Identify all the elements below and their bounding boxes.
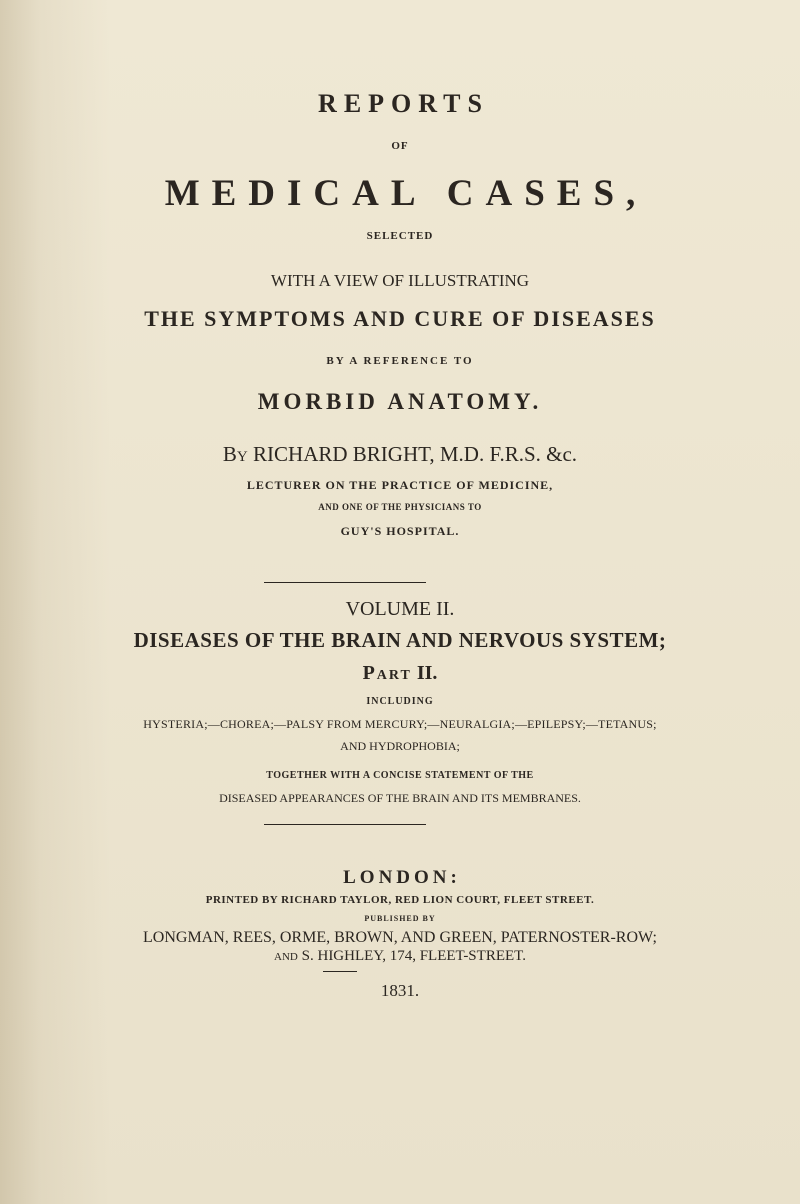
heading-medical-cases: MEDICAL CASES,: [164, 173, 648, 214]
author-name: RICHARD BRIGHT, M.D. F.R.S. &c.: [253, 442, 578, 466]
part-word: Part: [362, 662, 412, 684]
author-lecturer: LECTURER ON THE PRACTICE OF MEDICINE,: [246, 478, 554, 492]
subtitle-by-reference: BY A REFERENCE TO: [326, 355, 474, 367]
imprint-and: and: [274, 948, 298, 964]
subtitle-morbid-anatomy: MORBID ANATOMY.: [257, 389, 543, 414]
subtitle-with-view: WITH A VIEW OF ILLUSTRATING: [270, 271, 530, 290]
volume-diseases-list: HYSTERIA;—CHOREA;—PALSY FROM MERCURY;—NEURALGIA;—EPILEPSY;—TETANUS;: [143, 717, 657, 731]
volume-part: [0, 663, 800, 683]
author-hospital: GUY'S HOSPITAL.: [340, 524, 460, 538]
volume-including: INCLUDING: [366, 696, 434, 707]
imprint-published-by: PUBLISHED BY: [364, 914, 436, 923]
author-by: By: [222, 442, 248, 466]
volume-diseases-list-2: AND HYDROPHOBIA;: [340, 739, 460, 753]
volume-together: TOGETHER WITH A CONCISE STATEMENT OF THE: [266, 770, 534, 781]
volume-appearances: DISEASED APPEARANCES OF THE BRAIN AND ITS MEMBRANES.: [219, 791, 581, 805]
divider-top: [264, 582, 426, 583]
volume-label: VOLUME II.: [345, 598, 455, 620]
part-number: II.: [416, 662, 438, 684]
imprint-printed: PRINTED BY RICHARD TAYLOR, RED LION COURT, FLEET STREET.: [205, 894, 595, 906]
imprint-publishers: LONGMAN, REES, ORME, BROWN, AND GREEN, PATERNOSTER-ROW;: [143, 929, 657, 946]
subtitle-symptoms: THE SYMPTOMS AND CURE OF DISEASES: [144, 306, 656, 331]
imprint-city: LONDON:: [343, 867, 461, 888]
heading-selected: SELECTED: [366, 230, 434, 242]
imprint-year: 1831.: [380, 981, 420, 1000]
divider-year: [323, 971, 357, 972]
heading-of: OF: [391, 140, 409, 152]
volume-subject: DISEASES OF THE BRAIN AND NERVOUS SYSTEM;: [133, 628, 667, 652]
imprint-highley-line: [0, 949, 800, 964]
imprint-highley: S. HIGHLEY, 174, FLEET-STREET.: [301, 948, 526, 964]
divider-middle: [264, 824, 426, 825]
heading-reports: REPORTS: [318, 89, 489, 118]
author-line: [0, 444, 800, 465]
author-physicians: AND ONE OF THE PHYSICIANS TO: [318, 502, 482, 512]
